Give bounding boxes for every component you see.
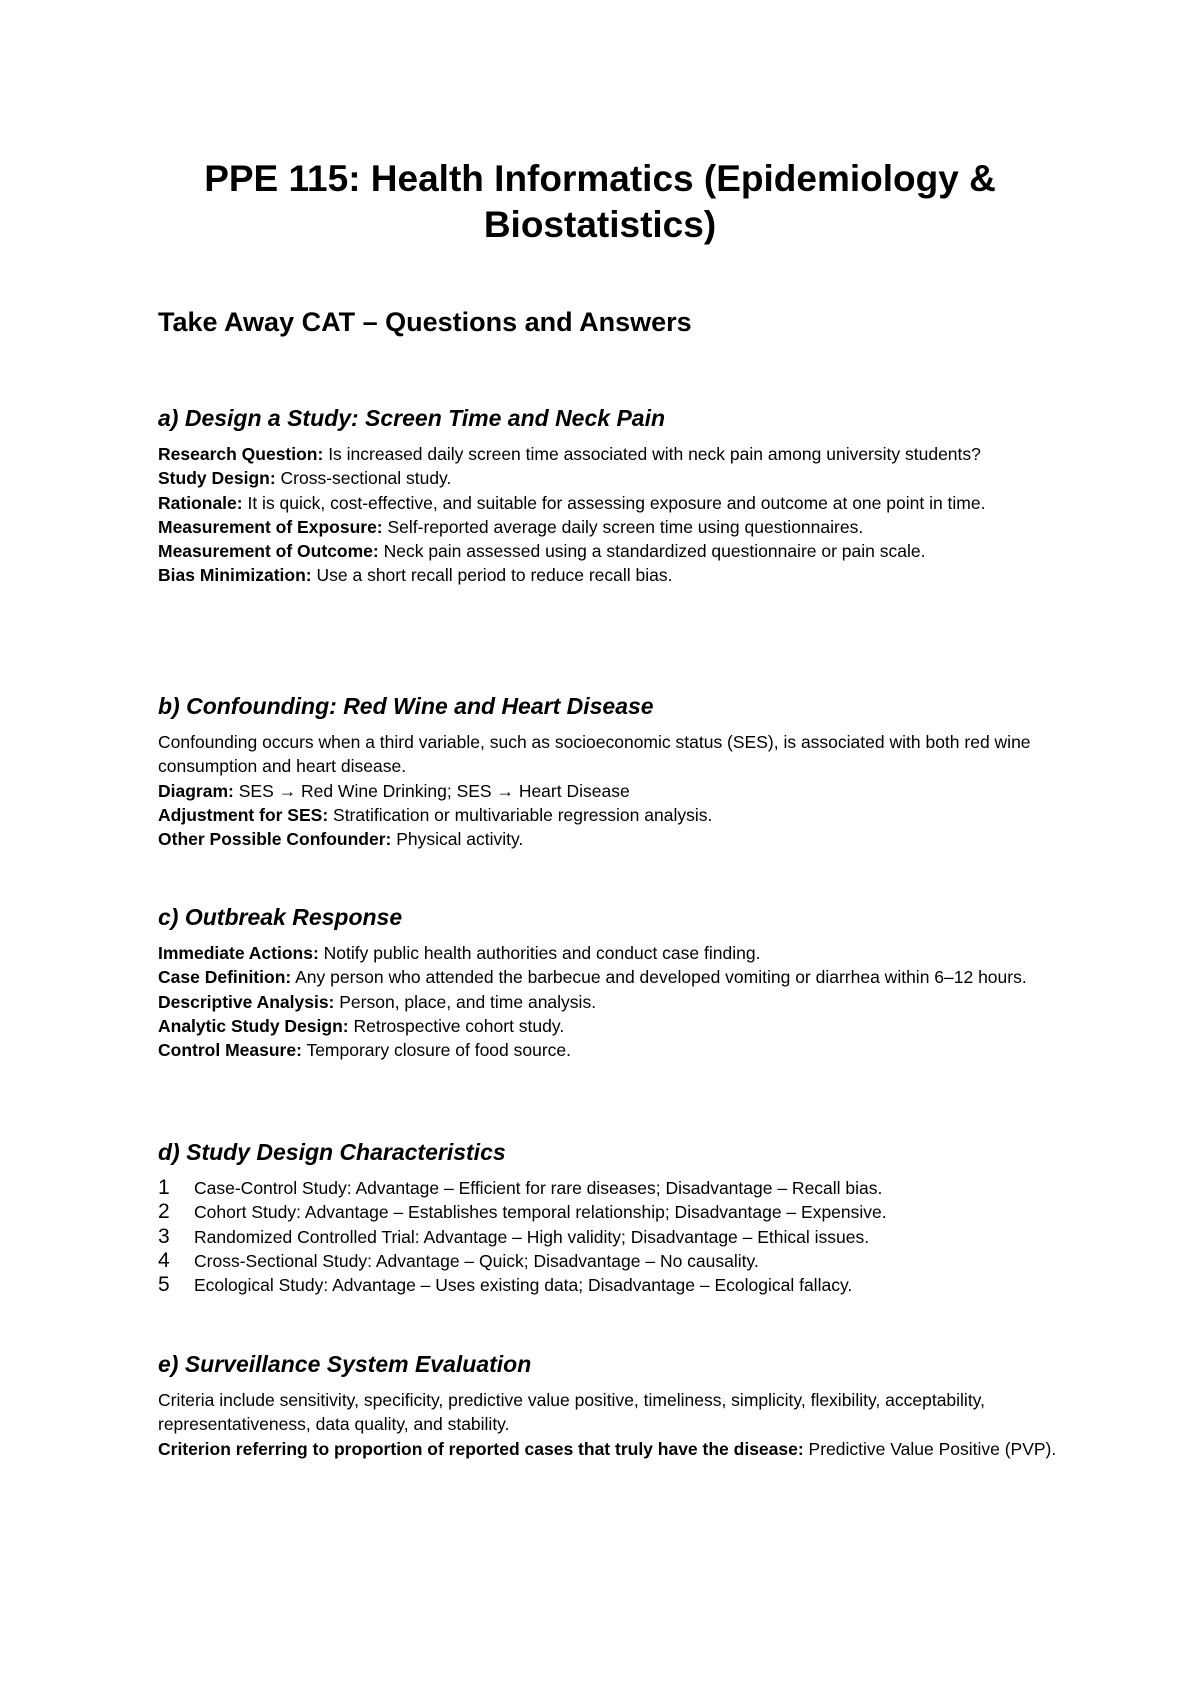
section-a-item: Rationale: It is quick, cost-effective, and suitable for assessing exposure and outcome at one point in time.: [158, 492, 986, 513]
list-text: Ecological Study: Advantage – Uses existing data; Disadvantage – Ecological fallacy.: [194, 1275, 853, 1296]
list-number: 1: [158, 1176, 170, 1199]
section-a: [158, 404, 1058, 588]
section-a-item: Study Design: Cross-sectional study.: [158, 468, 452, 489]
section-e-item: Criterion referring to proportion of reported cases that truly have the disease: Predictive Value Positive (PVP).: [158, 1438, 1057, 1459]
section-c: [158, 903, 1058, 1062]
section-b-item: Other Possible Confounder: Physical activity.: [158, 829, 524, 850]
section-a-item: Bias Minimization: Use a short recall period to reduce recall bias.: [158, 565, 673, 586]
section-a-item: Measurement of Exposure: Self-reported average daily screen time using questionnaires.: [158, 516, 864, 537]
list-item: [158, 1273, 1058, 1297]
section-c-item: Analytic Study Design: Retrospective cohort study.: [158, 1015, 565, 1036]
section-a-item: Measurement of Outcome: Neck pain assessed using a standardized questionnaire or pain scale.: [158, 541, 926, 562]
list-number: 3: [158, 1224, 170, 1248]
section-c-item: Descriptive Analysis: Person, place, and time analysis.: [158, 991, 597, 1012]
list-item: [158, 1249, 1058, 1273]
study-design-list: [158, 1176, 1058, 1297]
list-item: [158, 1225, 1058, 1249]
list-item: [158, 1200, 1058, 1224]
section-d: [158, 1138, 1058, 1297]
section-b-heading: b) Confounding: Red Wine and Heart Disease: [158, 693, 654, 719]
section-b-item: Diagram: SES → Red Wine Drinking; SES → Heart Disease: [158, 780, 630, 801]
section-e-heading: e) Surveillance System Evaluation: [158, 1351, 532, 1377]
list-number: 4: [158, 1248, 170, 1272]
document-subtitle: Take Away CAT – Questions and Answers: [158, 307, 692, 337]
section-c-item: Control Measure: Temporary closure of food source.: [158, 1040, 572, 1061]
section-a-heading: a) Design a Study: Screen Time and Neck Pain: [158, 405, 666, 431]
section-b-intro: Confounding occurs when a third variable, such as socioeconomic status (SES), is associated with both red wine consumption and heart disease.: [158, 732, 1031, 777]
list-item: [158, 1176, 1058, 1200]
list-number: 2: [158, 1200, 170, 1224]
section-c-heading: c) Outbreak Response: [158, 904, 403, 930]
list-text: Cross-Sectional Study: Advantage – Quick; Disadvantage – No causality.: [194, 1250, 759, 1271]
section-b: [158, 692, 1058, 851]
section-c-item: Case Definition: Any person who attended the barbecue and developed vomiting or diarrhea within 6–12 hours.: [158, 967, 1027, 988]
section-c-item: Immediate Actions: Notify public health authorities and conduct case finding.: [158, 943, 761, 963]
list-text: Randomized Controlled Trial: Advantage – High validity; Disadvantage – Ethical issues.: [194, 1226, 870, 1247]
section-e-intro: Criteria include sensitivity, specificity, predictive value positive, timeliness, simplicity, flexibility, acceptability, representativeness, data quality, and stability.: [158, 1390, 985, 1435]
section-b-item: Adjustment for SES: Stratification or multivariable regression analysis.: [158, 804, 713, 825]
list-text: Case-Control Study: Advantage – Efficient for rare diseases; Disadvantage – Recall bias.: [194, 1178, 883, 1198]
list-text: Cohort Study: Advantage – Establishes temporal relationship; Disadvantage – Expensive.: [194, 1202, 887, 1223]
section-e: [158, 1350, 1058, 1461]
section-a-item: Research Question: Is increased daily screen time associated with neck pain among university students?: [158, 444, 981, 464]
section-d-heading: d) Study Design Characteristics: [158, 1139, 506, 1165]
list-number: 5: [158, 1273, 170, 1297]
document-title: PPE 115: Health Informatics (Epidemiology & Biostatistics): [204, 158, 996, 245]
